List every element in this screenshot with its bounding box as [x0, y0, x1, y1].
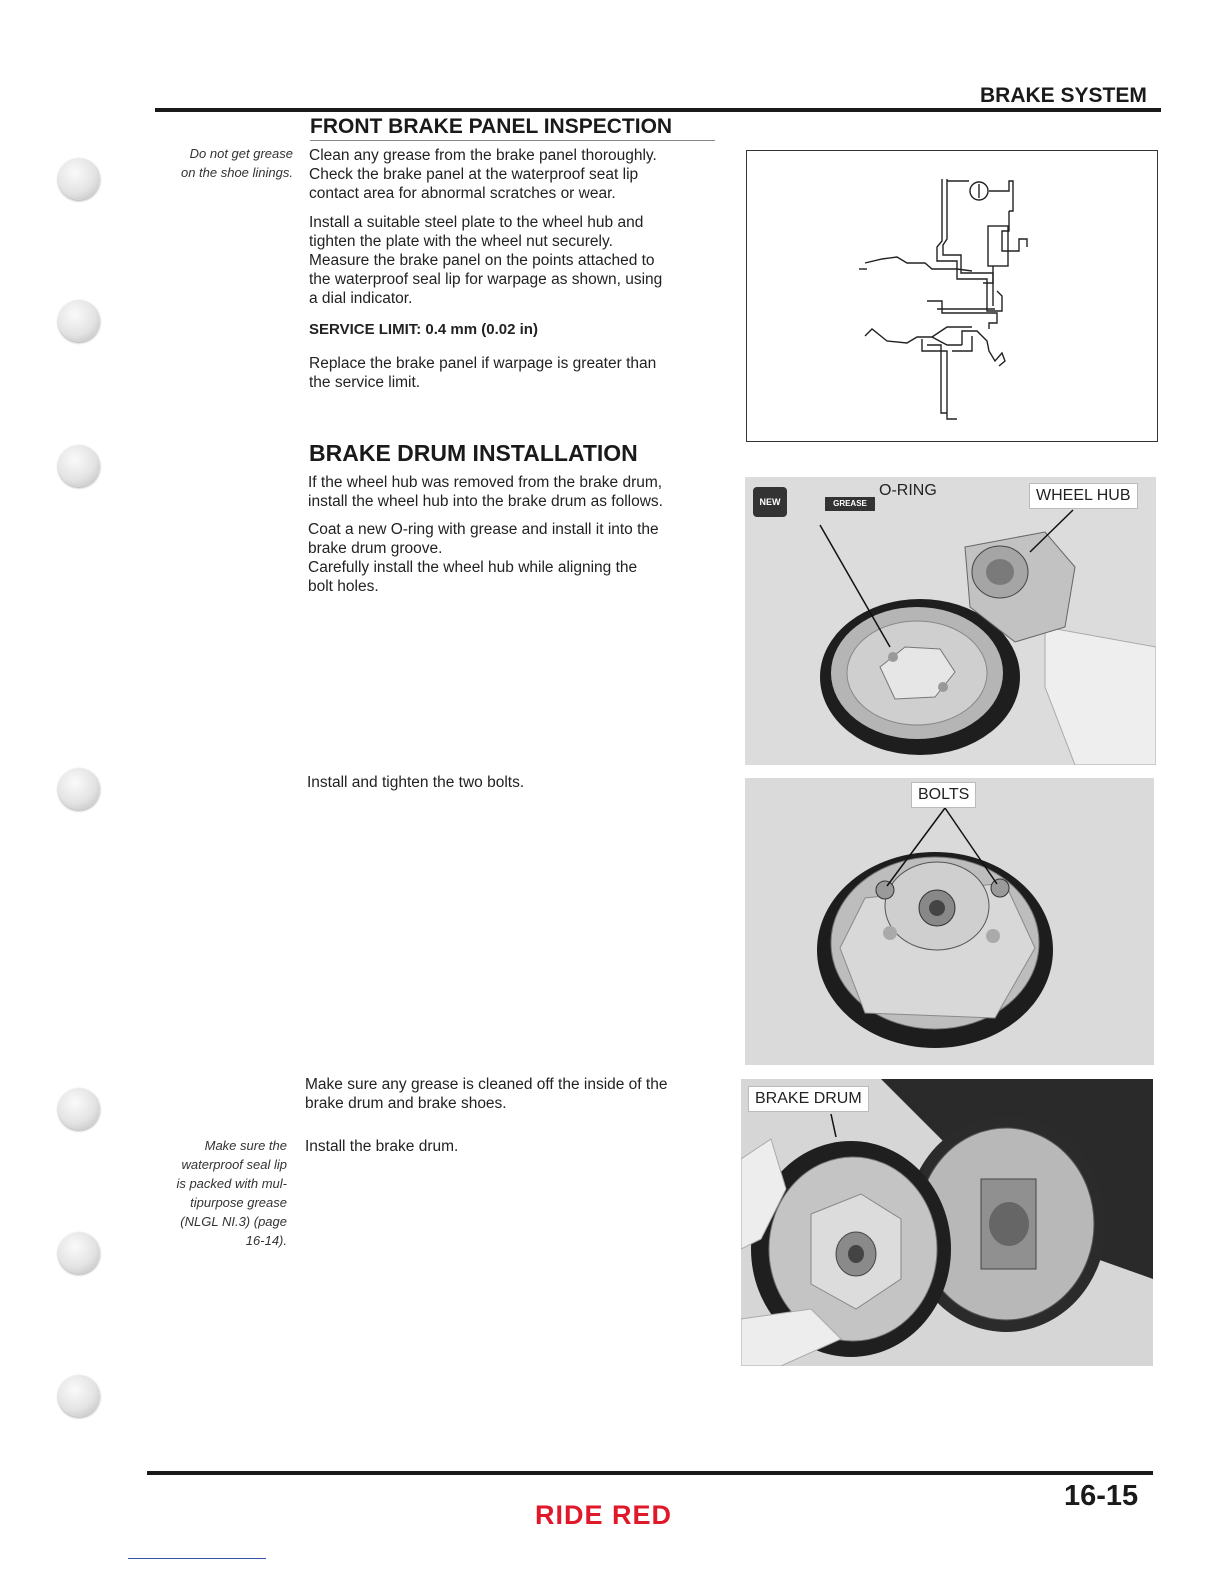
brake-drum-install-illustration — [741, 1079, 1153, 1366]
grease-warning-note: Do not get grease on the shoe linings. — [180, 146, 293, 180]
title-underline — [310, 140, 715, 141]
brake-drum-bolts-illustration — [745, 778, 1154, 1065]
brake-drum-label: BRAKE DRUM — [748, 1086, 869, 1112]
panel-inspection-para3: Replace the brake panel if warpage is greater than the service limit. — [309, 355, 657, 391]
panel-inspection-title: FRONT BRAKE PANEL INSPECTION — [310, 115, 673, 138]
new-part-icon: NEW — [753, 487, 787, 517]
drum-installation-title: BRAKE DRUM INSTALLATION — [309, 440, 638, 466]
panel-inspection-para2: Install a suitable steel plate to the wheel hub and tighten the plate with the wheel nut securely. Measure the brake panel on the points attached to the waterproof seal lip for warpage as shown, using a dial indicator. — [309, 214, 663, 307]
grease-icon: GREASE — [825, 497, 875, 511]
section-header: BRAKE SYSTEM — [980, 84, 1147, 107]
ride-red-logo: RIDE RED — [535, 1500, 673, 1530]
header-rule — [155, 108, 1161, 112]
seal-lip-note: Make sure the waterproof seal lip is packed with mul- tipurpose grease (NLGL NI.3) (page 16-14). — [176, 1138, 287, 1248]
footer-rule — [147, 1471, 1153, 1475]
binder-hole — [58, 1232, 100, 1274]
bolts-photo — [745, 778, 1154, 1065]
drum-installation-para2: Coat a new O-ring with grease and install it into the brake drum groove. Carefully install the wheel hub while aligning the bolt holes. — [308, 521, 659, 595]
brake-drum-oring-illustration — [745, 477, 1156, 765]
binder-hole — [58, 1375, 100, 1417]
panel-inspection-para1: Clean any grease from the brake panel thoroughly. Check the brake panel at the waterproof seat lip contact area for abnormal scratches or wear. — [309, 147, 657, 202]
drum-installation-para5: Install the brake drum. — [305, 1138, 459, 1155]
service-limit: SERVICE LIMIT: 0.4 mm (0.02 in) — [309, 321, 538, 338]
drum-installation-para1: If the wheel hub was removed from the brake drum, install the wheel hub into the brake drum as follows. — [308, 474, 663, 510]
page-number: 16-15 — [1064, 1480, 1139, 1512]
oring-hub-photo — [745, 477, 1156, 765]
binder-hole — [58, 300, 100, 342]
warpage-measurement-drawing — [747, 151, 1157, 441]
dial-indicator-diagram — [746, 150, 1158, 442]
binder-hole — [58, 158, 100, 200]
drum-installation-para3: Install and tighten the two bolts. — [307, 774, 525, 791]
brake-drum-photo — [741, 1079, 1153, 1366]
link-underline — [128, 1558, 266, 1559]
binder-hole — [58, 445, 100, 487]
binder-hole — [58, 1088, 100, 1130]
binder-hole — [58, 768, 100, 810]
oring-label: O-RING — [879, 482, 937, 499]
wheel-hub-label: WHEEL HUB — [1029, 483, 1138, 509]
bolts-label: BOLTS — [911, 782, 976, 808]
drum-installation-para4: Make sure any grease is cleaned off the inside of the brake drum and brake shoes. — [305, 1076, 668, 1112]
